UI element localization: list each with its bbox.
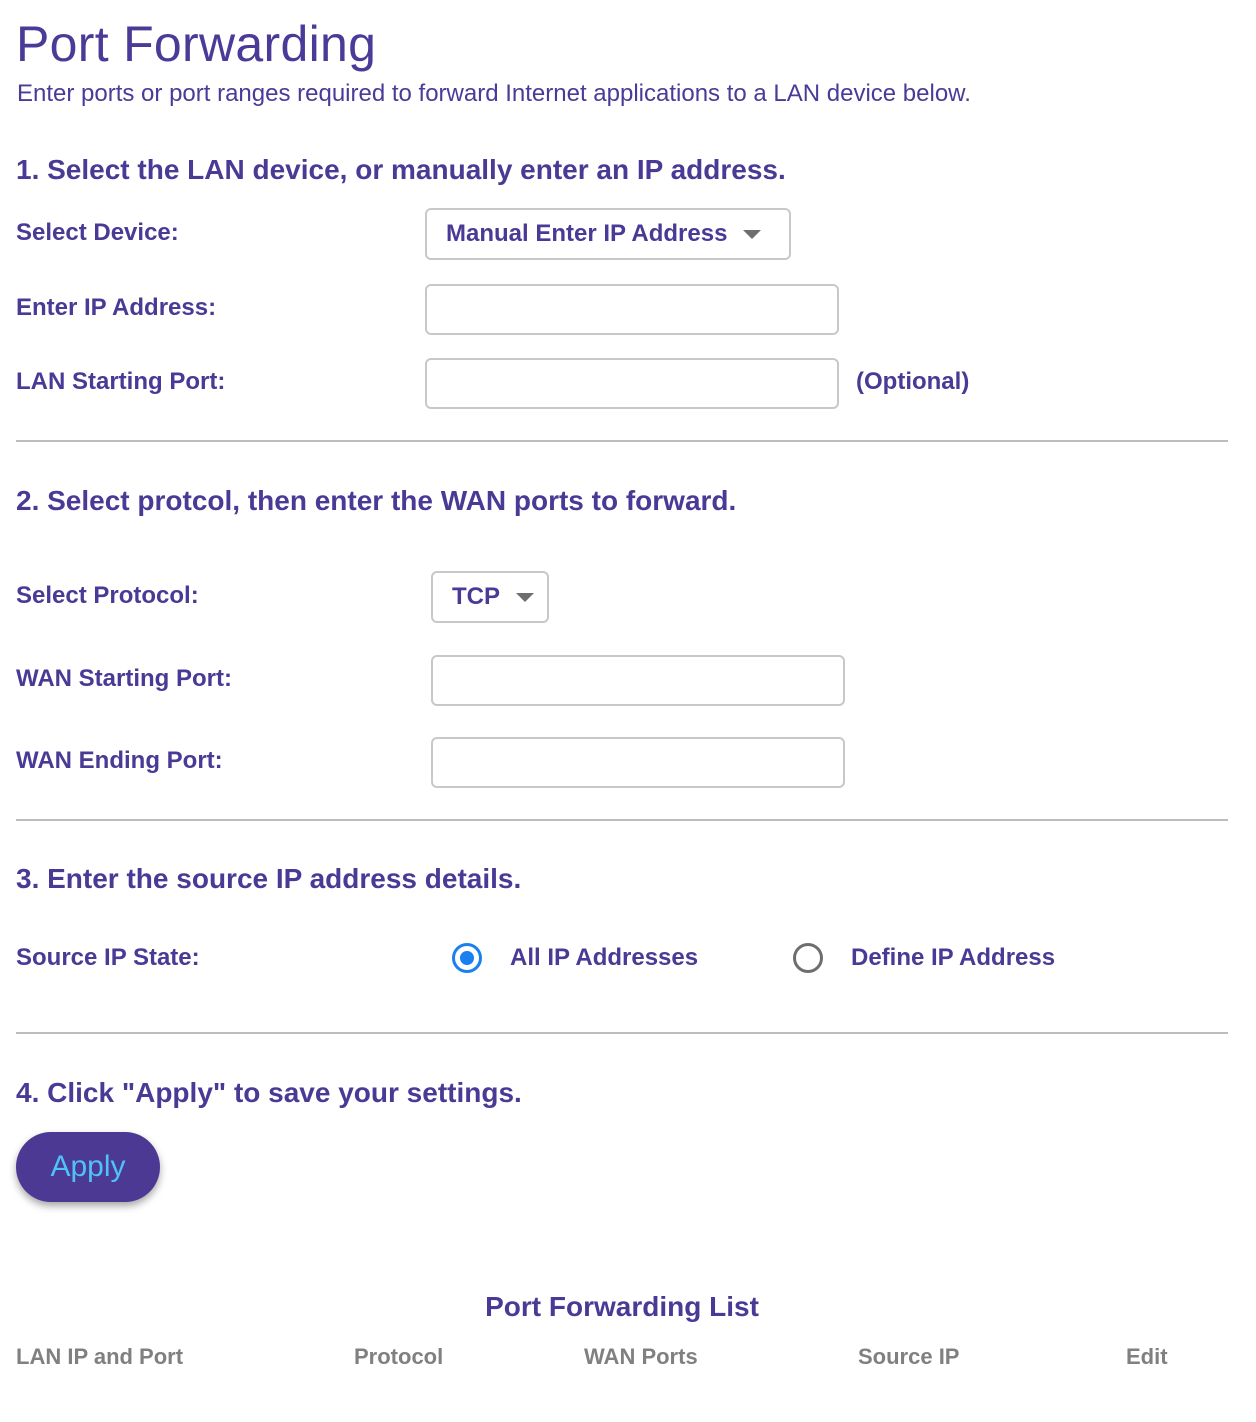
protocol-value: TCP — [452, 583, 500, 610]
lan-start-port-label: LAN Starting Port: — [16, 368, 226, 395]
optional-hint: (Optional) — [856, 368, 970, 395]
radio-unchecked-icon[interactable] — [793, 943, 823, 973]
section-2-heading: 2. Select protcol, then enter the WAN ports to forward. — [16, 485, 737, 516]
radio-define-ip-label: Define IP Address — [851, 944, 1056, 971]
source-ip-state-label: Source IP State: — [16, 944, 200, 971]
protocol-label: Select Protocol: — [16, 582, 199, 609]
wan-start-port-input[interactable] — [431, 655, 845, 706]
protocol-dropdown[interactable] — [431, 571, 549, 623]
select-device-label: Select Device: — [16, 219, 179, 246]
section-4-heading: 4. Click "Apply" to save your settings. — [16, 1077, 522, 1108]
wan-start-port-label: WAN Starting Port: — [16, 665, 232, 692]
ip-address-input[interactable] — [425, 284, 839, 335]
divider — [16, 819, 1228, 821]
divider — [16, 440, 1228, 442]
port-forwarding-list-title: Port Forwarding List — [485, 1291, 759, 1322]
section-3-heading: 3. Enter the source IP address details. — [16, 863, 522, 894]
section-1-heading: 1. Select the LAN device, or manually enter an IP address. — [16, 154, 786, 185]
column-header-source-ip: Source IP — [858, 1344, 960, 1369]
column-header-protocol: Protocol — [354, 1344, 444, 1369]
apply-button[interactable]: Apply — [16, 1132, 160, 1202]
wan-end-port-label: WAN Ending Port: — [16, 747, 223, 774]
chevron-down-icon — [743, 230, 761, 239]
radio-all-ip-label: All IP Addresses — [510, 944, 699, 971]
select-device-dropdown[interactable] — [425, 208, 791, 260]
select-device-value: Manual Enter IP Address — [446, 220, 728, 247]
column-header-lan-ip-port: LAN IP and Port — [16, 1344, 184, 1369]
radio-checked-icon[interactable] — [452, 943, 482, 973]
page-subtitle: Enter ports or port ranges required to forward Internet applications to a LAN device below. — [17, 80, 971, 107]
divider — [16, 1032, 1228, 1034]
radio-define-ip-address[interactable] — [793, 943, 1055, 973]
chevron-down-icon — [516, 593, 534, 602]
radio-all-ip-addresses[interactable] — [452, 943, 698, 973]
wan-end-port-input[interactable] — [431, 737, 845, 788]
page-title: Port Forwarding — [16, 16, 377, 72]
ip-address-label: Enter IP Address: — [16, 294, 217, 321]
lan-start-port-input[interactable] — [425, 358, 839, 409]
column-header-wan-ports: WAN Ports — [584, 1344, 698, 1369]
column-header-edit: Edit — [1126, 1344, 1168, 1369]
